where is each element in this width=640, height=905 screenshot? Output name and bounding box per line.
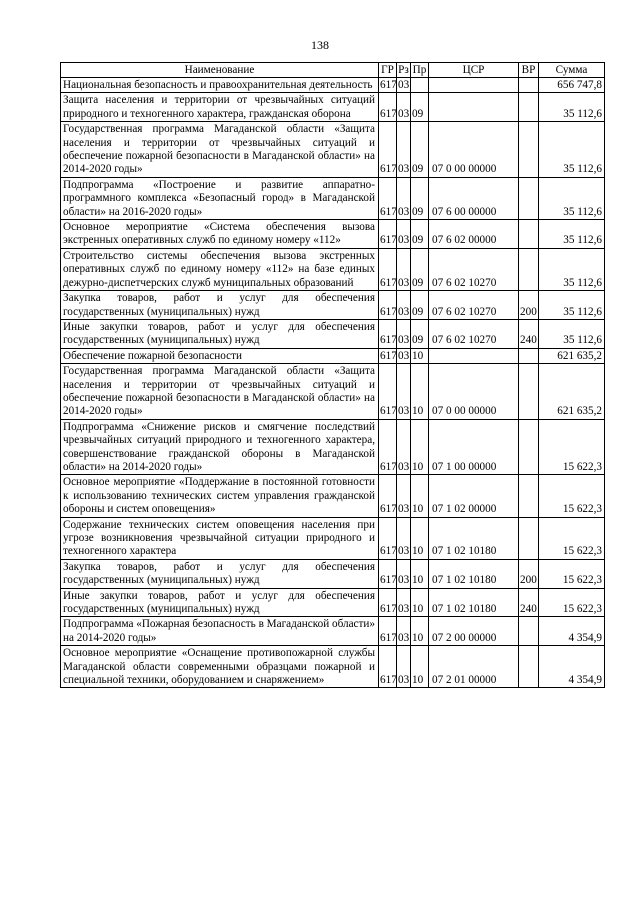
cell-name: Закупка товаров, работ и услуг для обеспечения государственных (муниципальных) нужд	[61, 291, 379, 320]
cell-csr: 07 0 00 00000	[429, 364, 519, 420]
cell-gr: 617	[380, 349, 397, 362]
cell-rz: 03	[398, 79, 410, 91]
cell-rz: 03	[397, 517, 411, 559]
cell-sum: 4 354,9	[539, 617, 605, 646]
cell-gr: 617	[379, 364, 397, 420]
cell-name: Закупка товаров, работ и услуг для обеспечения государственных (муниципальных) нужд	[61, 559, 379, 588]
cell-vr	[519, 220, 539, 249]
table-row	[61, 517, 605, 559]
table-body	[61, 78, 605, 688]
cell-csr: 07 6 02 00000	[429, 220, 519, 249]
cell-sum: 35 112,6	[539, 220, 605, 249]
table-row	[61, 364, 605, 420]
cell-vr: 240	[519, 319, 539, 348]
table-row	[61, 122, 605, 178]
cell-pr: 09	[411, 291, 429, 320]
header-csr: ЦСР	[429, 63, 519, 78]
cell-pr: 10	[411, 617, 429, 646]
cell-gr: 617	[379, 220, 397, 249]
cell-vr	[519, 122, 539, 178]
cell-pr: 09	[411, 93, 429, 122]
cell-csr	[429, 93, 519, 122]
cell-gr: 617	[379, 291, 397, 320]
cell-name: Основное мероприятие «Поддержание в постоянной готовности к использованию технических систем управления гражданской обороны и систем оповещения»	[61, 475, 379, 517]
cell-gr: 617	[379, 559, 397, 588]
cell-rz: 03	[397, 291, 411, 320]
cell-vr: 200	[519, 559, 539, 588]
cell-name: Подпрограмма «Снижение рисков и смягчение последствий чрезвычайных ситуаций природного и техногенного характера, совершенствование гражданской обороны в Магаданской области» на 2014-2020 годы»	[61, 419, 379, 475]
cell-gr: 617	[379, 419, 397, 475]
cell-sum: 35 112,6	[539, 319, 605, 348]
cell-sum: 35 112,6	[539, 122, 605, 178]
cell-pr: 10	[411, 517, 429, 559]
cell-csr: 07 6 00 00000	[429, 177, 519, 219]
cell-vr	[519, 475, 539, 517]
table-row	[61, 319, 605, 348]
cell-name: Основное мероприятие «Оснащение противопожарной службы Магаданской области современными образцами пожарной и специальной техники, оборудованием и снаряжением»	[61, 646, 379, 688]
table-row	[61, 220, 605, 249]
cell-rz: 03	[397, 248, 411, 290]
cell-csr: 07 1 00 00000	[429, 419, 519, 475]
cell-vr	[519, 248, 539, 290]
cell-csr	[429, 78, 519, 93]
cell-gr: 617	[379, 475, 397, 517]
cell-csr: 07 2 01 00000	[429, 646, 519, 688]
cell-csr: 07 6 02 10270	[429, 319, 519, 348]
header-rz: Рз	[398, 63, 409, 76]
table-row	[61, 348, 605, 363]
cell-rz: 03	[397, 646, 411, 688]
cell-name: Иные закупки товаров, работ и услуг для обеспечения государственных (муниципальных) нужд	[61, 588, 379, 617]
cell-sum: 35 112,6	[539, 93, 605, 122]
cell-rz: 03	[398, 349, 410, 362]
cell-vr: 240	[519, 588, 539, 617]
cell-gr: 617	[379, 122, 397, 178]
cell-pr: 10	[411, 475, 429, 517]
cell-csr	[429, 348, 519, 363]
cell-pr: 09	[411, 122, 429, 178]
cell-csr: 07 1 02 10180	[429, 517, 519, 559]
cell-sum: 4 354,9	[539, 646, 605, 688]
table-row	[61, 78, 605, 93]
cell-name: Государственная программа Магаданской области «Защита населения и территории от чрезвычайных ситуаций и обеспечение пожарной безопасности в Магаданской области» на 2014-2020 годы»	[61, 364, 379, 420]
cell-vr	[519, 517, 539, 559]
table-row	[61, 419, 605, 475]
cell-gr: 617	[379, 617, 397, 646]
header-name: Наименование	[61, 63, 379, 78]
cell-sum: 621 635,2	[539, 364, 605, 420]
cell-gr: 617	[379, 93, 397, 122]
cell-gr: 617	[379, 248, 397, 290]
cell-rz: 03	[397, 475, 411, 517]
cell-vr: 200	[519, 291, 539, 320]
cell-name: Защита населения и территории от чрезвычайных ситуаций природного и техногенного характера, гражданская оборона	[61, 93, 379, 122]
cell-sum: 15 622,3	[539, 517, 605, 559]
budget-table	[60, 62, 605, 688]
cell-sum: 15 622,3	[539, 588, 605, 617]
cell-pr: 09	[411, 177, 429, 219]
cell-csr: 07 1 02 10180	[429, 588, 519, 617]
cell-vr	[519, 177, 539, 219]
cell-name: Национальная безопасность и правоохранительная деятельность	[61, 78, 379, 93]
cell-vr	[519, 419, 539, 475]
cell-rz: 03	[397, 93, 411, 122]
cell-pr: 10	[411, 348, 429, 363]
cell-vr	[519, 364, 539, 420]
cell-sum: 15 622,3	[539, 419, 605, 475]
cell-gr: 617	[379, 177, 397, 219]
cell-rz: 03	[397, 559, 411, 588]
cell-name: Основное мероприятие «Система обеспечения вызова экстренных оперативных служб по единому номеру «112»	[61, 220, 379, 249]
header-pr: Пр	[411, 63, 429, 78]
cell-gr: 617	[380, 79, 397, 91]
cell-sum: 35 112,6	[539, 248, 605, 290]
table-row	[61, 248, 605, 290]
cell-pr: 09	[411, 248, 429, 290]
cell-pr: 10	[411, 559, 429, 588]
cell-csr: 07 1 02 00000	[429, 475, 519, 517]
cell-vr	[519, 78, 539, 93]
cell-vr	[519, 348, 539, 363]
cell-csr: 07 6 02 10270	[429, 291, 519, 320]
cell-sum: 621 635,2	[539, 348, 605, 363]
cell-pr: 09	[411, 319, 429, 348]
table-row	[61, 475, 605, 517]
cell-name: Содержание технических систем оповещения населения при угрозе возникновения чрезвычайной ситуации природного и техногенного характера	[61, 517, 379, 559]
table-row	[61, 617, 605, 646]
cell-name: Иные закупки товаров, работ и услуг для обеспечения государственных (муниципальных) нужд	[61, 319, 379, 348]
cell-rz: 03	[397, 364, 411, 420]
table-row	[61, 93, 605, 122]
cell-vr	[519, 617, 539, 646]
table-row	[61, 177, 605, 219]
cell-sum: 15 622,3	[539, 559, 605, 588]
header-sum: Сумма	[539, 63, 605, 78]
cell-pr: 10	[411, 419, 429, 475]
cell-pr: 10	[411, 646, 429, 688]
cell-pr: 10	[411, 364, 429, 420]
cell-rz: 03	[397, 220, 411, 249]
table-row	[61, 588, 605, 617]
table-row	[61, 291, 605, 320]
cell-name: Подпрограмма «Построение и развитие аппаратно-программного комплекса «Безопасный город» в Магаданской области» на 2016-2020 годы»	[61, 177, 379, 219]
cell-sum: 15 622,3	[539, 475, 605, 517]
cell-pr: 09	[411, 220, 429, 249]
cell-gr: 617	[379, 588, 397, 617]
cell-name: Обеспечение пожарной безопасности	[61, 348, 379, 363]
cell-rz: 03	[397, 319, 411, 348]
cell-name: Государственная программа Магаданской области «Защита населения и территории от чрезвычайных ситуаций и обеспечение пожарной безопасности в Магаданской области» на 2014-2020 годы»	[61, 122, 379, 178]
cell-sum: 656 747,8	[539, 78, 605, 93]
header-vr: ВР	[519, 63, 539, 78]
cell-rz: 03	[397, 588, 411, 617]
cell-vr	[519, 93, 539, 122]
cell-rz: 03	[397, 617, 411, 646]
cell-csr: 07 0 00 00000	[429, 122, 519, 178]
cell-rz: 03	[397, 419, 411, 475]
cell-csr: 07 1 02 10180	[429, 559, 519, 588]
cell-rz: 03	[397, 177, 411, 219]
table-row	[61, 559, 605, 588]
cell-rz: 03	[397, 122, 411, 178]
cell-gr: 617	[379, 646, 397, 688]
cell-pr	[411, 78, 429, 93]
cell-vr	[519, 646, 539, 688]
table-header-row	[61, 63, 605, 78]
cell-csr: 07 6 02 10270	[429, 248, 519, 290]
cell-csr: 07 2 00 00000	[429, 617, 519, 646]
cell-name: Строительство системы обеспечения вызова экстренных оперативных служб по единому номеру «112» на базе единых дежурно-диспетчерских служб муниципальных образований	[61, 248, 379, 290]
table-row	[61, 646, 605, 688]
header-gr: ГР	[379, 63, 397, 78]
cell-gr: 617	[379, 319, 397, 348]
page-number: 138	[311, 38, 329, 52]
cell-pr: 10	[411, 588, 429, 617]
cell-gr: 617	[379, 517, 397, 559]
cell-sum: 35 112,6	[539, 291, 605, 320]
cell-name: Подпрограмма «Пожарная безопасность в Магаданской области» на 2014-2020 годы»	[61, 617, 379, 646]
cell-sum: 35 112,6	[539, 177, 605, 219]
